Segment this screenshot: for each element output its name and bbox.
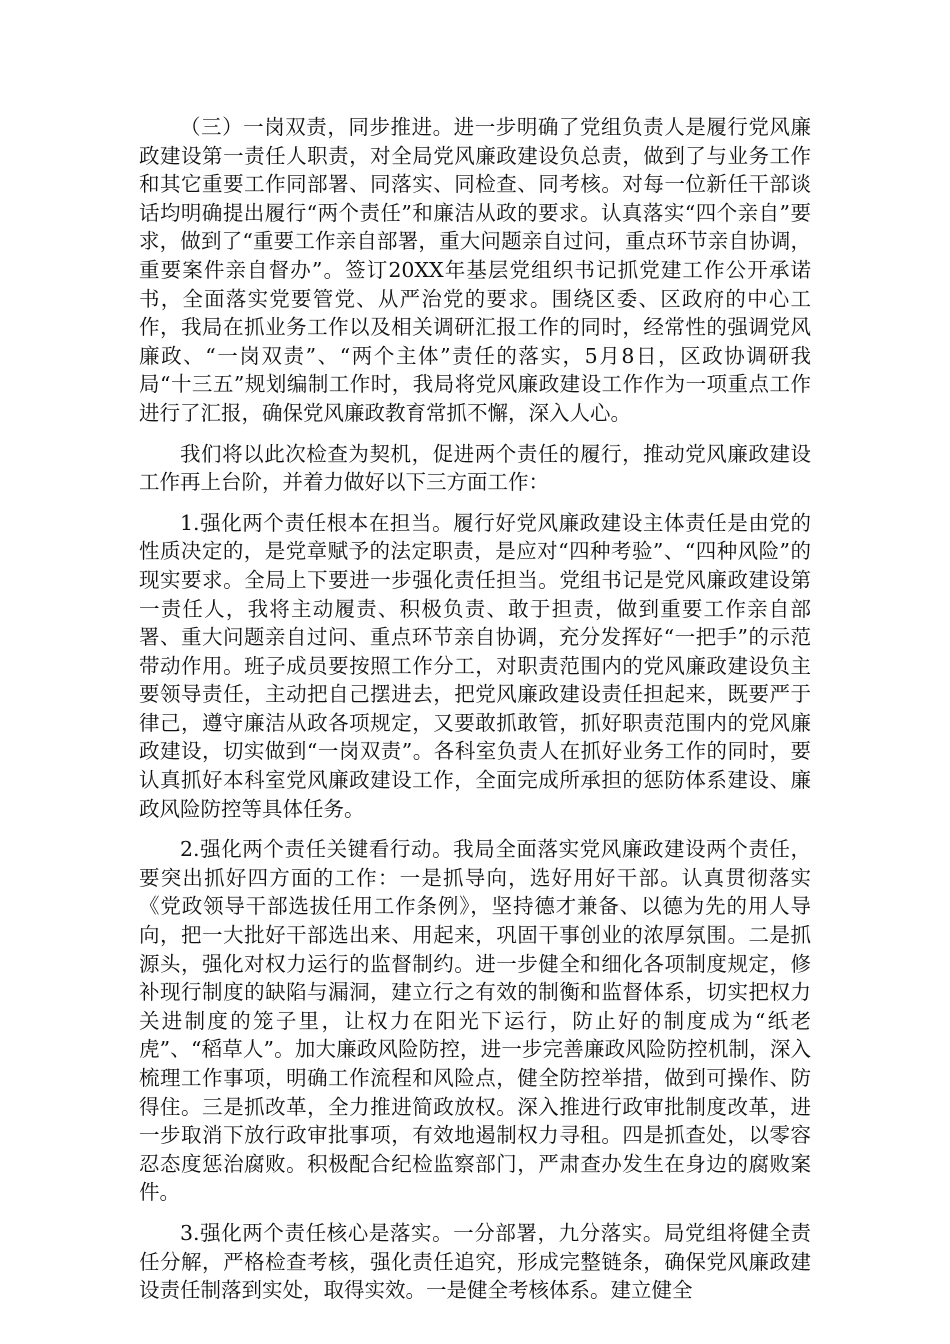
paragraph-task-2-action: 2.强化两个责任关键看行动。我局全面落实党风廉政建设两个责任，要突出抓好四方面的工作：一是抓导向，选好用好干部。认真贯彻落实《党政领导干部选拔任用工作条例》，坚持德才兼备、以德为先的用人导向，把一大批好干部选出来、用起来，巩固干事创业的浓厚氛围。二是抓源头，强化对权力运行的监督制约。进一步健全和细化各项制度规定，修补现行制度的缺陷与漏洞，建立行之有效的制衡和监督体系，切实把权力关进制度的笼子里，让权力在阳光下运行，防止好的制度成为“纸老虎”、“稻草人”。加大廉政风险防控，进一步完善廉政风险防控机制，深入梳理工作事项，明确工作流程和风险点，健全防控举措，做到可操作、防得住。三是抓改革，全力推进简政放权。深入推进行政审批制度改革，进一步取消下放行政审批事项，有效地遏制权力寻租。四是抓查处，以零容忍态度惩治腐败。积极配合纪检监察部门，严肃查办发生在身边的腐败案件。 xyxy=(139,837,811,1205)
paragraph-intro-three-tasks: 我们将以此次检查为契机，促进两个责任的履行，推动党风廉政建设工作再上台阶，并着力做好以下三方面工作： xyxy=(139,441,811,495)
paragraph-task-1-responsibility: 1.强化两个责任根本在担当。履行好党风廉政建设主体责任是由党的性质决定的，是党章赋予的法定职责，是应对“四种考验”、“四种风险”的现实要求。全局上下要进一步强化责任担当。党组书记是党风廉政建设第一责任人，我将主动履责、积极负责、敢于担责，做到重要工作亲自部署、重大问题亲自过问、重点环节亲自协调，充分发挥好“一把手”的示范带动作用。班子成员要按照工作分工，对职责范围内的党风廉政建设负主要领导责任，主动把自己摆进去，把党风廉政建设责任担起来，既要严于律己，遵守廉洁从政各项规定，又要敢抓敢管，抓好职责范围内的党风廉政建设，切实做到“一岗双责”。各科室负责人在抓好业务工作的同时，要认真抓好本科室党风廉政建设工作，全面完成所承担的惩防体系建设、廉政风险防控等具体任务。 xyxy=(139,510,811,821)
paragraph-task-3-implementation: 3.强化两个责任核心是落实。一分部署，九分落实。局党组将健全责任分解，严格检查考核，强化责任追究，形成完整链条，确保党风廉政建设责任制落到实处，取得实效。一是健全考核体系。建立健全 xyxy=(139,1220,811,1303)
paragraph-one-post-two-duties: （三）一岗双责，同步推进。进一步明确了党组负责人是履行党风廉政建设第一责任人职责，对全局党风廉政建设负总责，做到了与业务工作和其它重要工作同部署、同落实、同检查、同考核。对每一位新任干部谈话均明确提出履行“两个责任”和廉洁从政的要求。认真落实“四个亲自”要求，做到了“重要工作亲自部署，重大问题亲自过问，重点环节亲自协调，重要案件亲自督办”。签订20XX年基层党组织书记抓党建工作公开承诺书，全面落实党要管党、从严治党的要求。围绕区委、区政府的中心工作，我局在抓业务工作以及相关调研汇报工作的同时，经常性的强调党风廉政、“一岗双责”、“两个主体”责任的落实，5月8日，区政协调研我局“十三五”规划编制工作时，我局将党风廉政建设工作作为一项重点工作进行了汇报，确保党风廉政教育常抓不懈，深入人心。 xyxy=(139,115,811,425)
document-body xyxy=(139,113,811,1317)
